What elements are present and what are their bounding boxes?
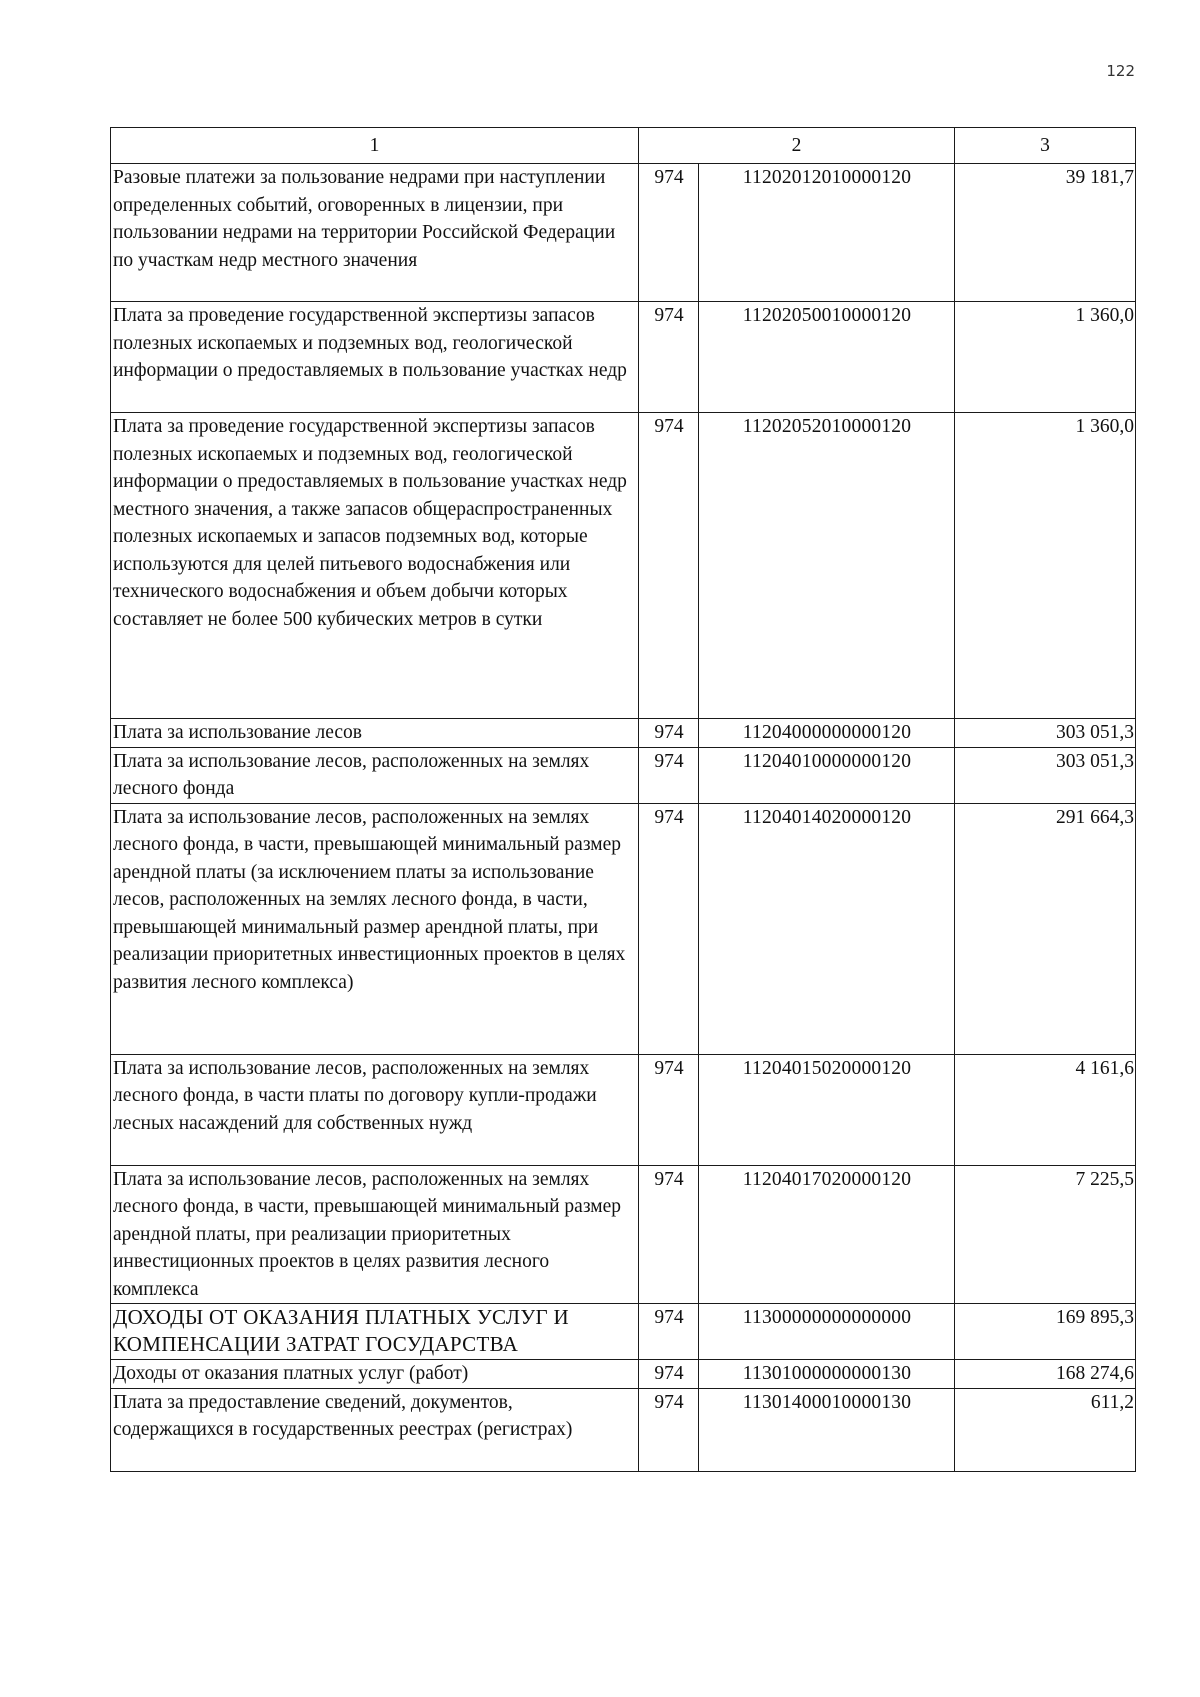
row-name-cell: Плата за использование лесов, расположенных на землях лесного фонда, в части, превышающей минимальный размер арендной платы, при реализации приоритетных инвестиционных проектов в целях развития лесного комплекса (111, 1165, 639, 1304)
row-admin-code-cell: 974 (639, 164, 699, 302)
revenue-table (110, 127, 1136, 1472)
row-admin-code-cell: 974 (639, 1304, 699, 1360)
row-admin-code-cell: 974 (639, 803, 699, 1054)
row-amount-cell: 1 360,0 (955, 302, 1136, 413)
row-name-cell: Плата за использование лесов, расположенных на землях лесного фонда, в части платы по договору купли-продажи лесных насаждений для собственных нужд (111, 1054, 639, 1165)
row-amount-cell: 168 274,6 (955, 1360, 1136, 1389)
row-name-cell: Разовые платежи за пользование недрами при наступлении определенных событий, оговоренных в лицензии, при пользовании недрами на территории Российской Федерации по участкам недр местного значения (111, 164, 639, 302)
row-name-cell: Плата за использование лесов (111, 719, 639, 748)
row-admin-code-cell: 974 (639, 413, 699, 719)
row-name-cell: Плата за проведение государственной экспертизы запасов полезных ископаемых и подземных вод, геологической информации о предоставляемых в пользование участках недр (111, 302, 639, 413)
row-kbk-code-cell: 11204000000000120 (699, 719, 955, 748)
row-kbk-code-cell: 11204017020000120 (699, 1165, 955, 1304)
row-amount-cell: 611,2 (955, 1388, 1136, 1471)
row-admin-code-cell: 974 (639, 747, 699, 803)
row-name-cell: ДОХОДЫ ОТ ОКАЗАНИЯ ПЛАТНЫХ УСЛУГ И КОМПЕНСАЦИИ ЗАТРАТ ГОСУДАРСТВА (111, 1304, 639, 1360)
table-row (111, 1388, 1136, 1471)
column-header-3: 3 (955, 128, 1136, 164)
row-kbk-code-cell: 11300000000000000 (699, 1304, 955, 1360)
column-header-2: 2 (639, 128, 955, 164)
row-name-cell: Плата за предоставление сведений, документов, содержащихся в государственных реестрах (регистрах) (111, 1388, 639, 1471)
row-kbk-code-cell: 11202050010000120 (699, 302, 955, 413)
table-row (111, 747, 1136, 803)
table-row (111, 719, 1136, 748)
row-kbk-code-cell: 11204014020000120 (699, 803, 955, 1054)
row-admin-code-cell: 974 (639, 1360, 699, 1389)
row-amount-cell: 291 664,3 (955, 803, 1136, 1054)
row-admin-code-cell: 974 (639, 1054, 699, 1165)
row-kbk-code-cell: 11204015020000120 (699, 1054, 955, 1165)
table-row (111, 1360, 1136, 1389)
row-kbk-code-cell: 11202012010000120 (699, 164, 955, 302)
row-kbk-code-cell: 11301000000000130 (699, 1360, 955, 1389)
table-row (111, 1165, 1136, 1304)
table-row (111, 803, 1136, 1054)
table-header-row (111, 128, 1136, 164)
row-kbk-code-cell: 11301400010000130 (699, 1388, 955, 1471)
table-row (111, 164, 1136, 302)
row-amount-cell: 4 161,6 (955, 1054, 1136, 1165)
row-amount-cell: 1 360,0 (955, 413, 1136, 719)
row-amount-cell: 39 181,7 (955, 164, 1136, 302)
row-admin-code-cell: 974 (639, 719, 699, 748)
page-number: 122 (1106, 62, 1135, 80)
table-row (111, 413, 1136, 719)
row-amount-cell: 303 051,3 (955, 719, 1136, 748)
row-name-cell: Плата за использование лесов, расположенных на землях лесного фонда, в части, превышающей минимальный размер арендной платы (за исключением платы за использование лесов, расположенных на землях лесного фонда, в части, превышающей минимальный размер арендной платы, при реализации приоритетных инвестиционных проектов в целях развития лесного комплекса) (111, 803, 639, 1054)
row-admin-code-cell: 974 (639, 1388, 699, 1471)
row-kbk-code-cell: 11204010000000120 (699, 747, 955, 803)
row-name-cell: Доходы от оказания платных услуг (работ) (111, 1360, 639, 1389)
table-row (111, 1054, 1136, 1165)
row-amount-cell: 303 051,3 (955, 747, 1136, 803)
table-row (111, 302, 1136, 413)
row-amount-cell: 169 895,3 (955, 1304, 1136, 1360)
row-name-cell: Плата за использование лесов, расположенных на землях лесного фонда (111, 747, 639, 803)
row-name-cell: Плата за проведение государственной экспертизы запасов полезных ископаемых и подземных вод, геологической информации о предоставляемых в пользование участках недр местного значения, а также запасов общераспространенных полезных ископаемых и запасов подземных вод, которые используются для целей питьевого водоснабжения или технического водоснабжения и объем добычи которых составляет не более 500 кубических метров в сутки (111, 413, 639, 719)
table-row (111, 1304, 1136, 1360)
row-admin-code-cell: 974 (639, 1165, 699, 1304)
row-amount-cell: 7 225,5 (955, 1165, 1136, 1304)
row-kbk-code-cell: 11202052010000120 (699, 413, 955, 719)
column-header-1: 1 (111, 128, 639, 164)
row-admin-code-cell: 974 (639, 302, 699, 413)
